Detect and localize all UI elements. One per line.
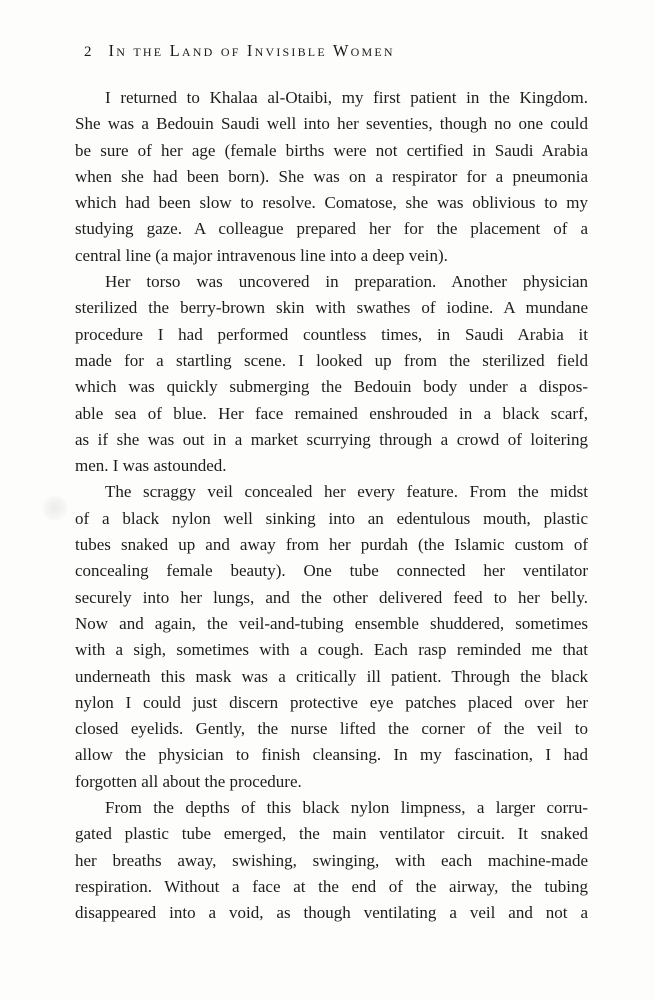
text-line: sterilized the berry-brown skin with swathes of iodine. A mundane bbox=[75, 298, 588, 318]
text-line: studying gaze. A colleague prepared her for the placement of a bbox=[75, 219, 588, 239]
text-line: Her torso was uncovered in preparation. Another physician bbox=[105, 272, 588, 292]
text-line: The scraggy veil concealed her every feature. From the midst bbox=[105, 482, 588, 502]
text-line: From the depths of this black nylon limpness, a larger corru- bbox=[105, 798, 588, 818]
text-line: I returned to Khalaa al-Otaibi, my first patient in the Kingdom. bbox=[105, 88, 588, 107]
running-head bbox=[84, 41, 395, 61]
text-line: closed eyelids. Gently, the nurse lifted the corner of the veil to bbox=[75, 719, 588, 739]
text-line: gated plastic tube emerged, the main ventilator circuit. It snaked bbox=[75, 824, 588, 844]
text-line: of a black nylon well sinking into an edentulous mouth, plastic bbox=[75, 508, 588, 528]
scan-smudge-artifact bbox=[42, 495, 68, 521]
text-line: her breaths away, swishing, swinging, with each machine-made bbox=[75, 850, 588, 870]
text-line: Now and again, the veil-and-tubing ensemble shuddered, sometimes bbox=[75, 613, 588, 633]
text-line: forgotten all about the procedure. bbox=[75, 771, 302, 791]
paragraph bbox=[75, 85, 588, 269]
paragraph bbox=[75, 795, 588, 926]
text-line: disappeared into a void, as though ventilating a veil and not a bbox=[75, 903, 588, 923]
text-line: when she had been born). She was on a respirator for a pneumonia bbox=[75, 166, 588, 186]
text-line: men. I was astounded. bbox=[75, 456, 227, 476]
text-line: nylon I could just discern protective eye patches placed over her bbox=[75, 692, 588, 712]
text-line: allow the physician to finish cleansing. In my fascination, I had bbox=[75, 745, 588, 765]
text-line: securely into her lungs, and the other delivered feed to her belly. bbox=[75, 587, 588, 607]
text-line: as if she was out in a market scurrying through a crowd of loitering bbox=[75, 429, 588, 449]
text-line: made for a startling scene. I looked up from the sterilized field bbox=[75, 350, 588, 370]
text-line: be sure of her age (female births were not certified in Saudi Arabia bbox=[75, 140, 588, 160]
paragraph bbox=[75, 269, 588, 479]
text-line: which had been slow to resolve. Comatose, she was oblivious to my bbox=[75, 193, 588, 213]
text-line: concealing female beauty). One tube connected her ventilator bbox=[75, 561, 588, 581]
text-line: able sea of blue. Her face remained enshrouded in a black scarf, bbox=[75, 403, 588, 423]
text-line: central line (a major intravenous line into a deep vein). bbox=[75, 245, 448, 265]
paragraph bbox=[75, 479, 588, 795]
body-text bbox=[75, 85, 588, 927]
running-title: In the Land of Invisible Women bbox=[108, 41, 395, 60]
page-number: 2 bbox=[84, 44, 93, 60]
text-line: She was a Bedouin Saudi well into her seventies, though no one could bbox=[75, 114, 588, 134]
text-line: tubes snaked up and away from her purdah (the Islamic custom of bbox=[75, 535, 588, 555]
text-line: which was quickly submerging the Bedouin body under a dispos- bbox=[75, 377, 588, 397]
text-line: underneath this mask was a critically ill patient. Through the black bbox=[75, 666, 588, 686]
text-line: procedure I had performed countless times, in Saudi Arabia it bbox=[75, 324, 588, 344]
text-line: with a sigh, sometimes with a cough. Each rasp reminded me that bbox=[75, 640, 588, 660]
text-line: respiration. Without a face at the end of the airway, the tubing bbox=[75, 876, 588, 896]
